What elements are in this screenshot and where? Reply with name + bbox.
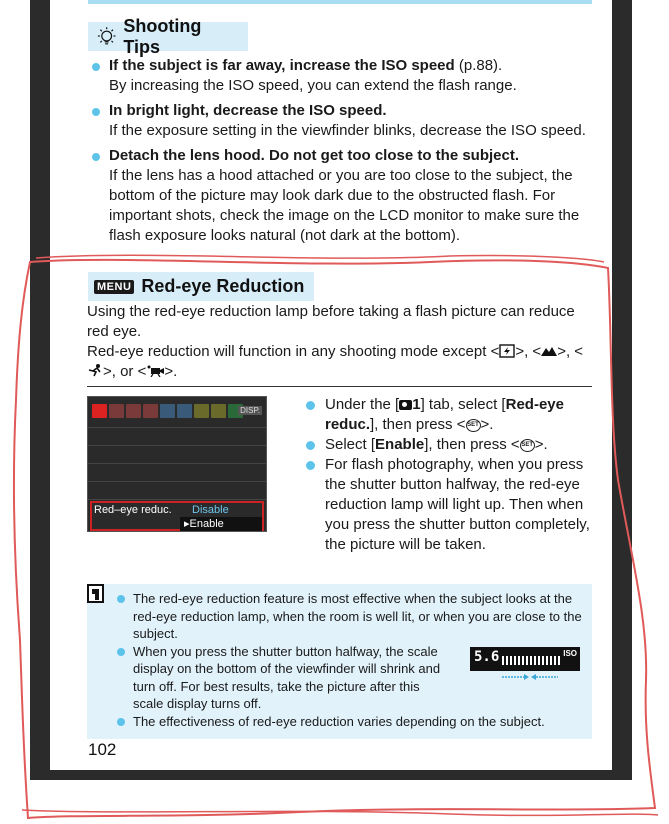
viewfinder-aperture-value: 5.6 [474,649,500,665]
step-text: Select [ [325,436,376,453]
lcd-tab [143,404,158,418]
note-text: The red-eye reduction feature is most effective when the subject looks at the red-eye reduction lamp, when the room is well lit, or when you are close to the subject. [133,591,582,641]
lcd-disp-label: DISP. [240,406,260,415]
bullet-icon [92,153,100,161]
tip-title: Detach the lens hood. Do not get too close to the subject. [109,147,520,164]
tip-body: By increasing the ISO speed, you can extend the flash range. [109,77,517,94]
step-text: For flash photography, when you press the shutter button halfway, the red-eye reduction lamp will light up. Then when you press the shutter button completely, the picture will be taken. [325,456,590,553]
page-number: 102 [88,740,117,759]
menu-icon: MENU [94,280,134,294]
lcd-row-line [88,427,266,428]
lcd-row-line [88,499,266,500]
note-icon [87,584,104,603]
lcd-tab [160,404,175,418]
note-text: The effectiveness of red-eye reduction varies depending on the subject. [133,713,545,729]
menu-item-ref: Red-eye reduc. [325,396,564,433]
intro-modes [87,342,597,382]
lcd-tab [194,404,209,418]
viewfinder-iso-label: ISO [563,649,577,658]
sports-icon [87,364,103,377]
shrink-arrows-icon [500,674,560,680]
viewfinder-scale-bar [502,656,562,665]
tip-title-text: If the subject is far away, increase the ISO speed [109,57,455,74]
bullet-icon [306,461,315,470]
lcd-row-line [88,445,266,446]
lcd-tab [109,404,124,418]
bullet-icon [306,441,315,450]
step-text: ], then press < [424,436,520,453]
intro-text: >, or < [103,363,147,380]
step-text: Under the [ [325,396,400,413]
step-text: >. [534,436,548,453]
tip-item [92,101,602,141]
camera-tab-ref [399,396,420,413]
step-item [306,435,596,455]
step-item [306,455,596,555]
red-eye-intro [87,302,597,382]
lcd-option-disable: Disable [192,504,229,516]
tip-body: If the lens has a hood attached or you are too close to the subject, the bottom of the picture may look dark due to the obstructed flash. For important shots, check the image on the LCD monitor to make sure the flash exposure looks natural (not dark at the bottom). [109,167,580,244]
page-ref[interactable]: (p.88). [454,57,503,74]
step-item [306,395,596,435]
note-item [117,590,582,643]
red-eye-heading [88,272,314,301]
bullet-icon [306,401,315,410]
lcd-tab [126,404,141,418]
lcd-option-enable-text: Enable [189,518,224,530]
page-frame-left [30,0,50,780]
lcd-option-enable: ▸Enable [180,517,262,531]
tip-title: In bright light, decrease the ISO speed. [109,102,387,119]
shooting-tips-list [92,56,602,251]
intro-line: Using the red-eye reduction lamp before taking a flash picture can reduce red eye. [87,303,575,340]
note-item [117,713,582,731]
lcd-menu-screenshot [87,396,267,532]
movie-icon [146,365,164,377]
lcd-tab [177,404,192,418]
bullet-icon [117,595,125,603]
tip-title [109,56,602,76]
bullet-icon [92,63,100,71]
note-text: When you press the shutter button halfway, the scale display on the bottom of the viewfinder will shrink and turn off. For best results, take the picture after this scale display turns off. [133,643,441,711]
lcd-tab [211,404,226,418]
flash-off-icon [499,344,515,358]
top-accent-bar [88,0,592,4]
lcd-tab [92,404,107,418]
intro-text: >. [164,363,178,380]
lcd-row-line [88,481,266,482]
page-frame-right [612,0,632,780]
camera-tab-number: 1 [412,396,421,413]
intro-text: >, < [557,343,584,360]
viewfinder-scale-display [470,647,580,671]
red-eye-title: Red-eye Reduction [141,276,305,296]
camera-tab-icon [399,400,412,410]
note-item [117,643,452,713]
lcd-row-line [88,463,266,464]
shooting-tips-title: Shooting Tips [123,15,202,57]
bullet-icon [117,718,125,726]
red-eye-steps [306,395,596,555]
landscape-icon [541,345,557,357]
page-frame-bottom [30,770,632,780]
intro-text: >, < [515,343,542,360]
bullet-icon [92,108,100,116]
bullet-icon [117,648,125,656]
option-ref: Enable [375,436,425,453]
lcd-tab-bar [92,403,262,419]
step-text: >. [480,416,494,433]
step-text: ] tab, select [ [420,396,506,413]
bulb-icon [94,26,119,48]
lcd-menu-label: Red–eye reduc. [94,504,172,516]
tip-item [92,146,602,246]
shooting-tips-heading [88,15,248,57]
intro-text: Red-eye reduction will function in any shooting mode except < [87,343,500,360]
tip-item [92,56,602,96]
set-button-icon: SET [466,419,481,432]
tip-body: If the exposure setting in the viewfinder blinks, decrease the ISO speed. [109,122,586,139]
step-text: ], then press < [370,416,466,433]
set-button-icon: SET [520,439,535,452]
section-divider [87,386,592,387]
